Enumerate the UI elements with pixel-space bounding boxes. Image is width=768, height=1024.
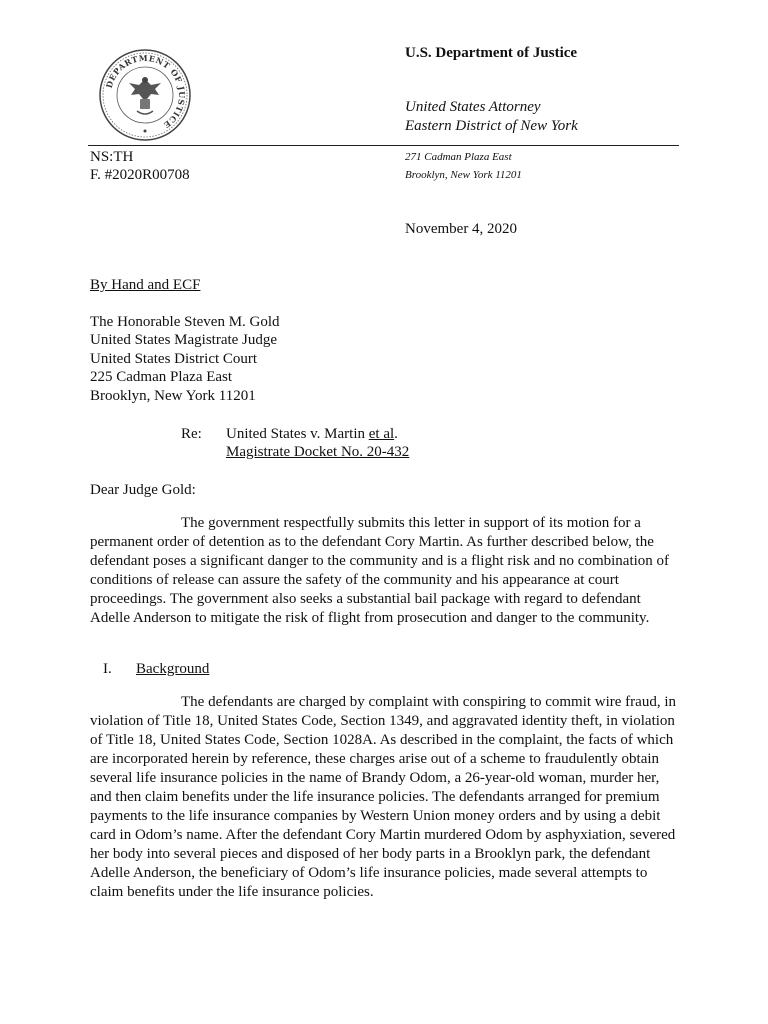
case-caption bbox=[226, 425, 398, 444]
section-heading: Background bbox=[136, 661, 210, 677]
case-et-al: et al bbox=[368, 426, 395, 442]
recipient-title: United States Magistrate Judge bbox=[90, 332, 278, 348]
recipient-name: The Honorable Steven M. Gold bbox=[90, 314, 280, 330]
office-title: United States Attorney bbox=[405, 99, 541, 115]
office-address-city: Brooklyn, New York 11201 bbox=[405, 169, 522, 181]
re-label: Re: bbox=[181, 426, 202, 442]
delivery-method: By Hand and ECF bbox=[90, 277, 201, 293]
letter-date: November 4, 2020 bbox=[405, 221, 518, 237]
case-name: United States v. Martin bbox=[226, 426, 369, 442]
svg-text:DEPARTMENT OF JUSTICE: DEPARTMENT OF JUSTICE bbox=[103, 52, 188, 131]
recipient-street: 225 Cadman Plaza East bbox=[90, 369, 233, 385]
salutation: Dear Judge Gold: bbox=[90, 482, 196, 498]
doj-seal-icon bbox=[99, 49, 191, 141]
office-district: Eastern District of New York bbox=[405, 118, 578, 134]
docket-number: Magistrate Docket No. 20-432 bbox=[226, 444, 410, 460]
background-paragraph: The defendants are charged by complaint with conspiring to commit wire fraud, in violation of Title 18, United States Code, Section 1349, and aggravated identity theft, in violation of Title 18, United States Code, Section 1028A. As described in the complaint, the facts of which are incorporated herein by reference, these charges arise out of a scheme to fraudulently obtain several life insurance policies in the name of Brandy Odom, a 26-year-old woman, murder her, and then claim benefits under the life insurance policies. The defendants arranged for premium payments to the life insurance companies by Western Union money orders and by using a debit card in Odom’s name. After the defendant Cory Martin murdered Odom by asphyxiation, severed her body into several pieces and disposed of her body parts in a Brooklyn park, the defendant Adelle Anderson, the beneficiary of Odom’s life insurance policies, made several attempts to claim benefits under the life insurance policies. bbox=[90, 694, 676, 900]
recipient-city: Brooklyn, New York 11201 bbox=[90, 388, 256, 404]
section-number: I. bbox=[103, 661, 112, 677]
reference-initials: NS:TH bbox=[90, 149, 134, 165]
case-caption-period: . bbox=[394, 426, 398, 442]
intro-paragraph: The government respectfully submits this letter in support of its motion for a permanent order of detention as to the defendant Cory Martin. As further described below, the defendant poses a significant danger to the community and is a flight risk and no combination of conditions of release can assure the safety of the community and his appearance at court proceedings. The government also seeks a substantial bail package with regard to defendant Adelle Anderson to mitigate the risk of flight from prosecution and danger to the community. bbox=[90, 515, 670, 626]
file-number: F. #2020R00708 bbox=[90, 167, 190, 183]
office-address-street: 271 Cadman Plaza East bbox=[405, 151, 512, 163]
recipient-court: United States District Court bbox=[90, 351, 258, 367]
letterhead-divider bbox=[88, 145, 679, 146]
department-name: U.S. Department of Justice bbox=[405, 45, 578, 61]
